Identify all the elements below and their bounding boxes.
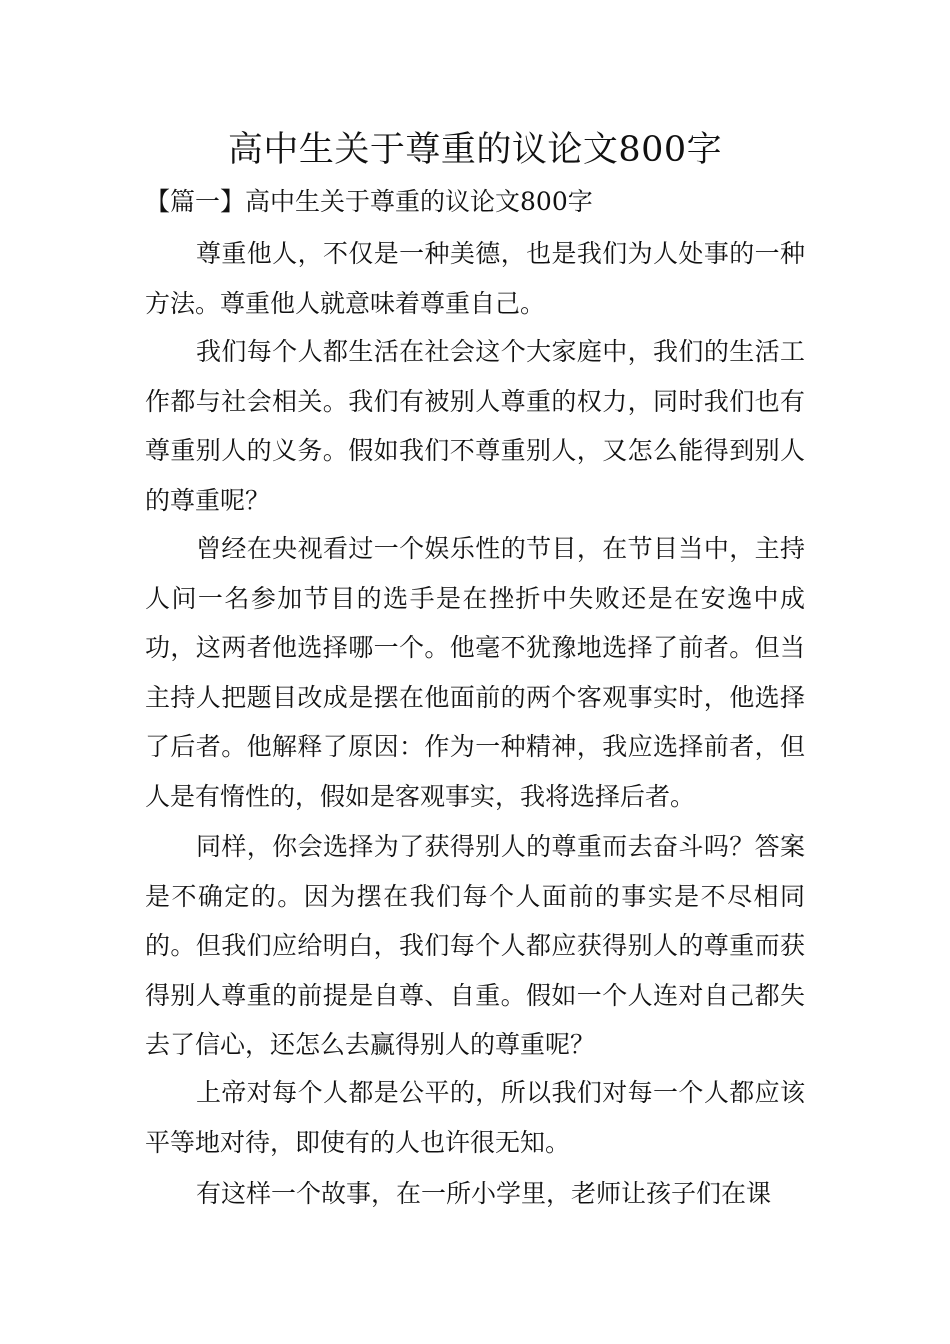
paragraph: 我们每个人都生活在社会这个大家庭中，我们的生活工作都与社会相关。我们有被别人尊重的权力，同时我们也有尊重别人的义务。假如我们不尊重别人，又怎么能得到别人的尊重呢？ (145, 337, 805, 515)
paragraph: 曾经在央视看过一个娱乐性的节目，在节目当中，主持人问一名参加节目的选手是在挫折中失败还是在安逸中成功，这两者他选择哪一个。他毫不犹豫地选择了前者。但当主持人把题目改成是摆在他面前的两个客观事实时，他选择了后者。他解释了原因：作为一种精神，我应选择前者，但人是有惰性的，假如是客观事实，我将选择后者。 (145, 534, 805, 811)
paragraph: 有这样一个故事，在一所小学里，老师让孩子们在课 (196, 1179, 772, 1208)
document-title: 高中生关于尊重的议论文800字 (227, 130, 723, 170)
section-heading: 【篇一】高中生关于尊重的议论文800字 (145, 187, 593, 216)
paragraph: 尊重他人，不仅是一种美德，也是我们为人处事的一种方法。尊重他人就意味着尊重自己。 (145, 239, 805, 318)
paragraph: 同样，你会选择为了获得别人的尊重而去奋斗吗？答案是不确定的。因为摆在我们每个人面前的事实是不尽相同的。但我们应给明白，我们每个人都应获得别人的尊重而获得别人尊重的前提是自尊、自重。假如一个人连对自己都失去了信心，还怎么去赢得别人的尊重呢？ (145, 832, 805, 1059)
paragraph: 上帝对每个人都是公平的，所以我们对每一个人都应该平等地对待，即使有的人也许很无知。 (145, 1078, 805, 1157)
